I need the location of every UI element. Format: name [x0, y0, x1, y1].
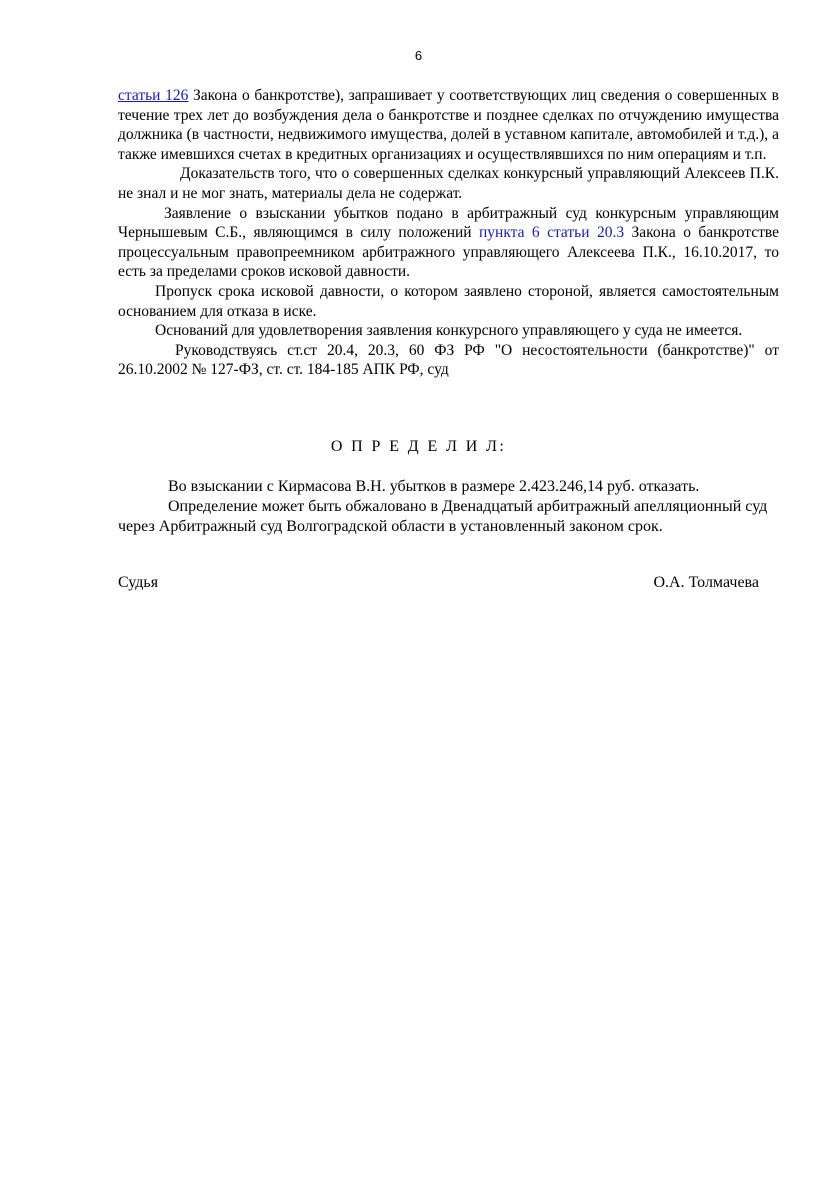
judge-name: О.А. Толмачева [653, 574, 759, 591]
judge-role: Судья [118, 574, 159, 591]
paragraph-1-text: Закона о банкротстве), запрашивает у соответствующих лиц сведения о совершенных в течение трех лет до возбуждения дела о банкротстве и позднее сделках по отчуждению имущества должника (в частности, недвижимого имущества, долей в уставном капитале, автомобилей и т.д.), а также имевшихся счетах в кредитных организациях и осуществлявшихся по ним операциям и т.п. [118, 87, 779, 163]
page-number: 6 [414, 48, 423, 63]
paragraph-1 [118, 86, 779, 164]
decision-appeal: Определение может быть обжаловано в Двенадцатый арбитражный апелляционный суд через Арбитражный суд Волгоградской области в установленный законом срок. [118, 498, 768, 535]
signature-row [118, 574, 759, 592]
paragraph-3-before: Заявление о взыскании убытков подано в арбитражный суд конкурсным управляющим Чернышевым С.Б., являющимся в силу положений [118, 204, 779, 242]
paragraph-2: Доказательств того, что о совершенных сделках конкурсный управляющий Алексеев П.К. не знал и не мог знать, материалы дела не содержат. [118, 165, 779, 202]
paragraph-6: Руководствуясь ст.ст 20.4, 20.3, 60 ФЗ РФ "О несостоятельности (банкротстве)" от 26.10.2002 № 127-ФЗ, ст. ст. 184-185 АПК РФ, суд [118, 341, 779, 379]
decision-refusal: Во взыскании с Кирмасова В.Н. убытков в размере 2.423.246,14 руб. отказать. [168, 478, 700, 495]
paragraph-4: Пропуск срока исковой давности, о котором заявлено стороной, является самостоятельным основанием для отказа в иске. [118, 282, 779, 320]
decision-block [118, 477, 779, 537]
paragraph-3-after: Закона о банкротстве процессуальным правопреемником арбитражного управляющего Алексеева П.К., 16.10.2017, то есть за пределами сроков исковой давности. [118, 224, 779, 281]
document-body [118, 86, 779, 380]
paragraph-3 [118, 204, 779, 282]
link-point-6-article-20-3[interactable]: пункта 6 статьи 20.3 [479, 224, 625, 242]
ruling-heading: О П Р Е Д Е Л И Л: [330, 438, 507, 455]
paragraph-5: Оснований для удовлетворения заявления конкурсного управляющего у суда не имеется. [155, 322, 743, 340]
link-article-126[interactable]: статьи 126 [118, 87, 189, 104]
